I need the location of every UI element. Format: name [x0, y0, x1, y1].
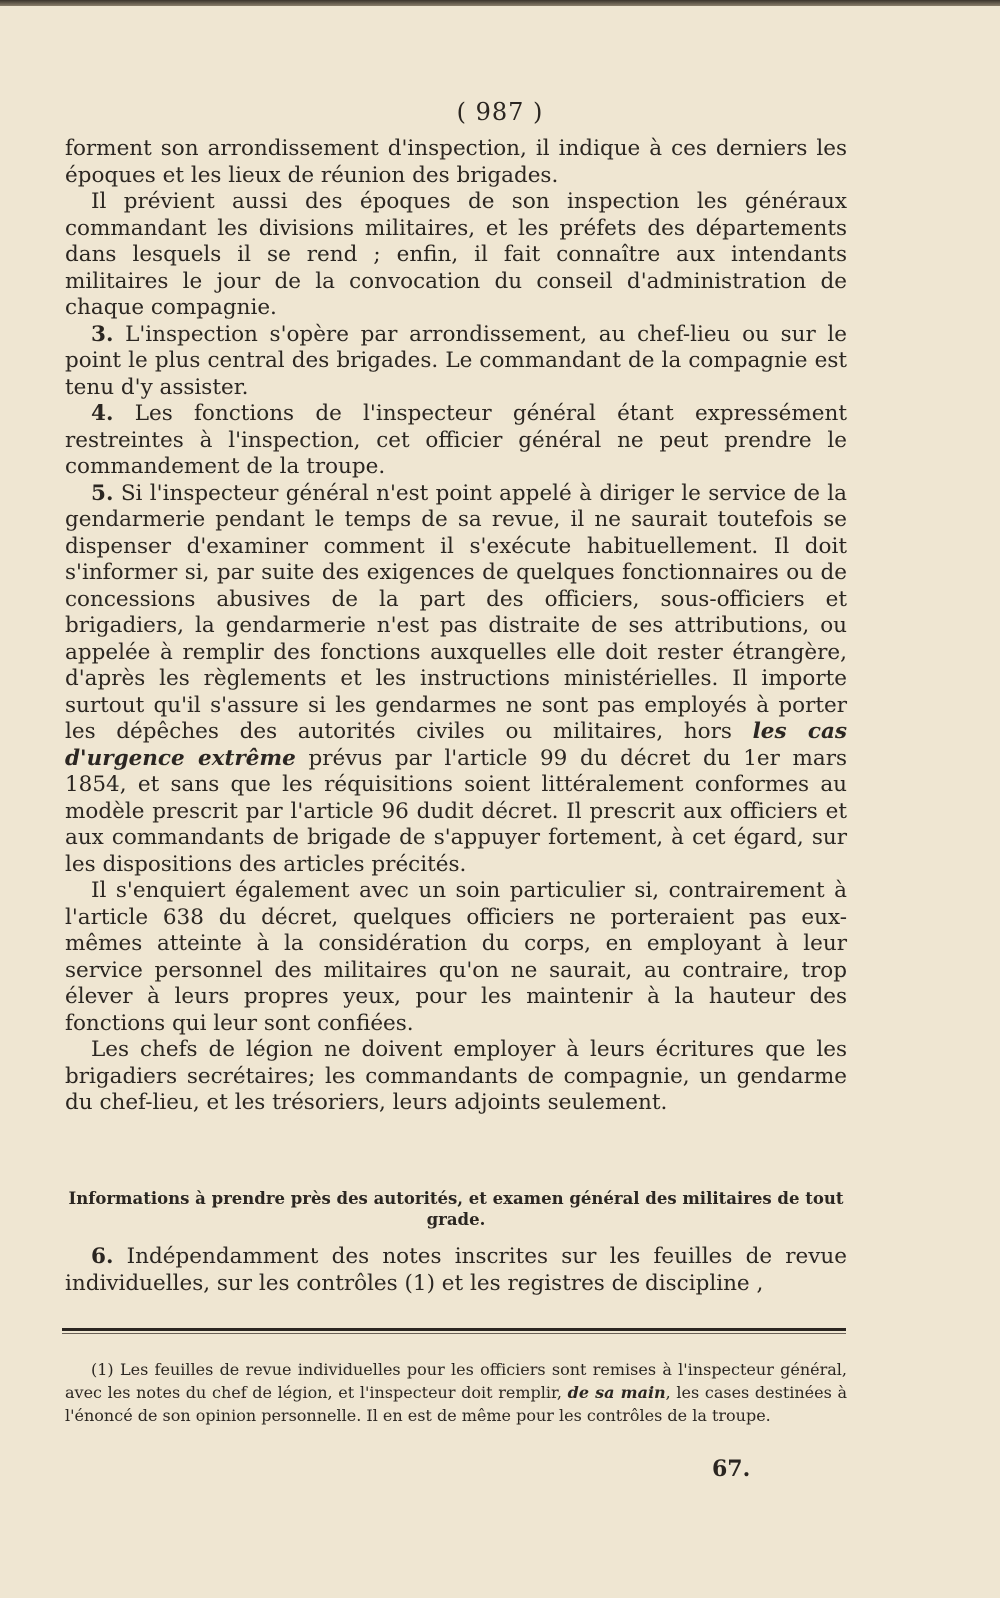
article-5: [65, 481, 847, 879]
signature-mark: 67.: [712, 1456, 751, 1482]
footnote-rule-thin: [62, 1333, 846, 1334]
section-heading: Informations à prendre près des autorités, et examen général des militaires de tout grade.: [68, 1189, 844, 1229]
footnote: [65, 1358, 847, 1427]
paragraph: Les chefs de légion ne doivent employer à leurs écritures que les brigadiers secrétaires; les commandants de compagnie, un gendarme du chef-lieu, et les trésoriers, leurs adjoints seulement.: [65, 1037, 847, 1115]
footnote-text-part: Les feuilles de revue individuelles pour les officiers sont remises à l'inspecteur général, avec les notes du chef de légion, et l'inspecteur doit remplir,: [65, 1360, 847, 1402]
article-text: Les fonctions de l'inspecteur général étant expressément restreintes à l'inspection, cet officier général ne peut prendre le commandement de la troupe.: [65, 401, 847, 479]
body-text: [65, 136, 847, 1117]
article-text: Indépendamment des notes inscrites sur les feuilles de revue individuelles, sur les contrôles (1) et les registres de discipline ,: [65, 1244, 847, 1296]
article-text: prévus par l'article 99 du décret du: [308, 745, 731, 771]
article-text: L'inspection s'opère par arrondissement, au chef-lieu ou sur le point le plus central des brigades. Le commandant de la compagnie est tenu d'y assister.: [65, 321, 847, 400]
article-4: [65, 401, 847, 481]
footnote-emphasis: de sa main: [567, 1383, 666, 1402]
page-top-edge: [0, 0, 1000, 6]
paragraph-continuation: forment son arrondissement d'inspection, il indique à ces derniers les époques et les lieux de réunion des brigades.: [65, 136, 847, 188]
footnote-text: [65, 1358, 847, 1427]
article-6: [65, 1244, 847, 1297]
footnote-rule: [62, 1328, 846, 1331]
article-number: 5.: [91, 480, 114, 506]
article-number: 3.: [91, 321, 114, 347]
page-number: ( 987 ): [456, 98, 544, 126]
footnote-marker: (1): [91, 1360, 114, 1379]
footnote-text-part: , les cases destinées à l'énoncé de son opinion personnelle. Il en est de même pour les contrôles de la troupe.: [65, 1383, 848, 1425]
paragraph: Il s'enquiert également avec un soin particulier si, contrairement à l'article 638 du décret, quelques officiers ne porteraient pas eux-mêmes atteinte à la considération du corps, en employant à leur service personnel des militaires qu'on ne saurait, au contraire, trop élever à leurs propres yeux, pour les maintenir à la hauteur des fonctions qui leur sont confiées.: [65, 878, 847, 1036]
article-3: [65, 322, 847, 402]
article-number: 6.: [91, 1244, 114, 1269]
paragraph: Il prévient aussi des époques de son inspection les généraux commandant les divisions militaires, et les préfets des départements dans lesquels il se rend ; enfin, il fait connaître aux intendants militaires le jour de la convocation du conseil d'administration de chaque compagnie.: [65, 189, 847, 320]
article-text: 1er mars 1854, et sans que les réquisitions soient littéralement conformes au modèle prescrit par l'article 96 dudit décret. Il prescrit aux officiers et aux commandants de brigade de s'appuyer fortement, à cet égard, sur les dispositions des articles précités.: [65, 745, 848, 877]
article-number: 4.: [91, 401, 114, 426]
article-6-block: [65, 1244, 847, 1297]
emphasis-text: les cas d'urgence extrême: [65, 719, 847, 771]
article-text: Si l'inspecteur général n'est point appelé à diriger le service de la gendarmerie pendant le temps de sa revue, il ne saurait toutefois se dispenser d'examiner comment il s'exécute habituellement. Il doit s'informer si, par suite des exigences de quelques fonctionnaires ou de concessions abusives de la part des officiers, sous-officiers et brigadiers, la gendarmerie n'est pas distraite de ses attributions, ou appelée à remplir des fonctions auxquelles elle doit rester étrangère, d'après les règlements et les instructions ministérielles. Il importe surtout qu'il s'assure si les gendarmes ne sont pas employés à porter les dépêches des autorités civiles ou militaires, hors: [65, 480, 847, 744]
